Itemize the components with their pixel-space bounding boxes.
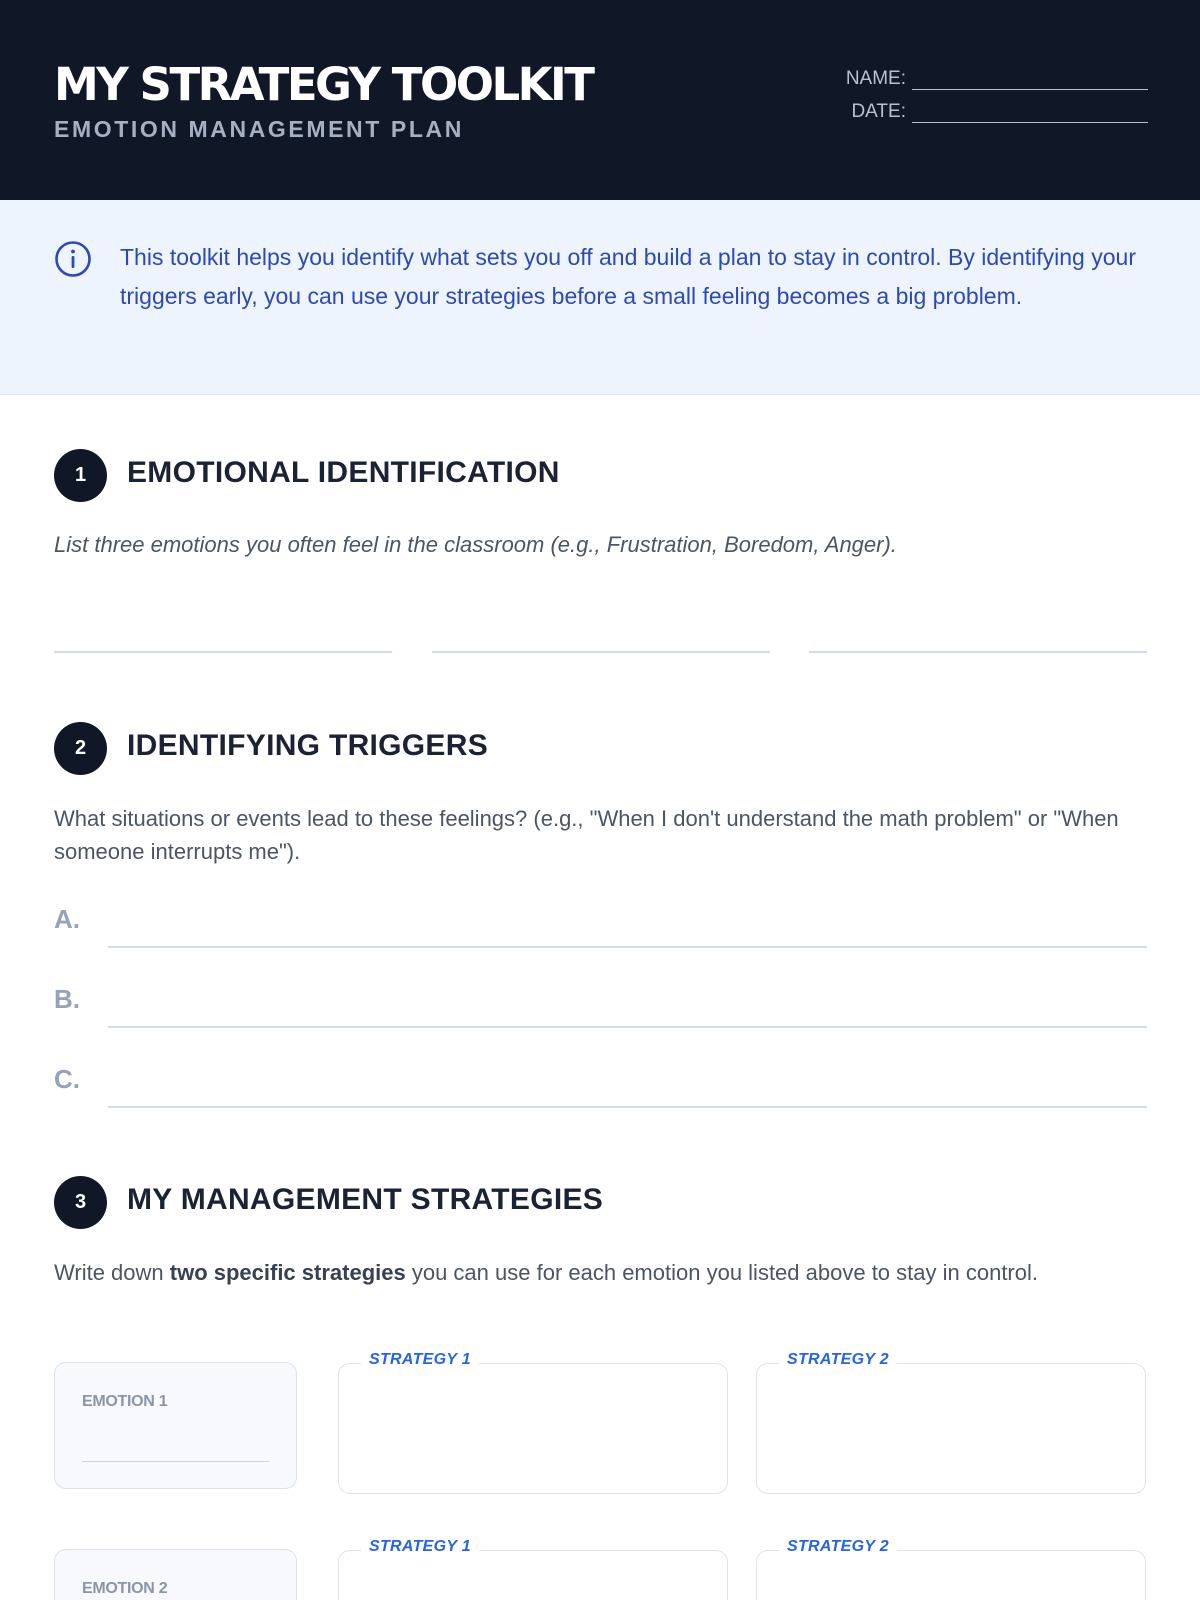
emotion-card-label: EMOTION 2 <box>82 1580 168 1597</box>
strategy-label: STRATEGY 1 <box>361 1351 479 1369</box>
section-2-instruction: What situations or events lead to these feelings? (e.g., "When I don't understand the math problem" or "When someone interrupts me"). <box>54 806 1119 864</box>
section-1-instruction: List three emotions you often feel in the classroom (e.g., Frustration, Boredom, Anger). <box>54 532 897 557</box>
emotion-card-input[interactable] <box>82 1461 269 1462</box>
trigger-row-a[interactable] <box>54 904 1147 948</box>
section-2-title: IDENTIFYING TRIGGERS <box>127 729 489 762</box>
trigger-input-c[interactable] <box>108 1106 1147 1108</box>
emotion-input-1[interactable] <box>54 651 392 653</box>
strategy-box-2-1[interactable] <box>338 1538 728 1600</box>
trigger-letter-a: A. <box>54 904 80 934</box>
date-label: DATE: <box>851 101 906 122</box>
section-3-number-badge: 3 <box>54 1176 107 1229</box>
emotion-input-3[interactable] <box>809 651 1147 653</box>
page-subtitle: EMOTION MANAGEMENT PLAN <box>54 116 464 142</box>
name-field[interactable] <box>846 68 1148 90</box>
trigger-letter-c: C. <box>54 1064 80 1094</box>
date-field[interactable] <box>851 101 1148 123</box>
instruction-text: Write down <box>54 1260 170 1285</box>
date-line[interactable] <box>912 101 1148 123</box>
emotion-card-2[interactable] <box>54 1549 297 1600</box>
instruction-text: you can use for each emotion you listed above to stay in control. <box>405 1260 1038 1285</box>
trigger-row-c[interactable] <box>54 1064 1147 1108</box>
section-1-title: EMOTIONAL IDENTIFICATION <box>127 456 560 489</box>
trigger-row-b[interactable] <box>54 984 1147 1028</box>
strategy-box-1-2[interactable] <box>756 1351 1146 1494</box>
info-text: This toolkit helps you identify what sets you off and build a plan to stay in control. By identifying your triggers early, you can use your strategies before a small feeling becomes a big problem. <box>120 244 1136 309</box>
emotion-card-1[interactable] <box>54 1362 297 1489</box>
trigger-input-b[interactable] <box>108 1026 1147 1028</box>
instruction-emphasis: two specific strategies <box>169 1260 406 1285</box>
trigger-letter-b: B. <box>54 984 80 1014</box>
trigger-input-a[interactable] <box>108 946 1147 948</box>
section-1-number-badge: 1 <box>54 449 107 502</box>
strategy-label: STRATEGY 2 <box>779 1538 897 1556</box>
section-2-number-badge: 2 <box>54 722 107 775</box>
section-3-title: MY MANAGEMENT STRATEGIES <box>127 1183 604 1216</box>
emotion-input-2[interactable] <box>432 651 770 653</box>
strategy-label: STRATEGY 1 <box>361 1538 479 1556</box>
header-banner <box>0 0 1200 200</box>
section-3-instruction <box>54 1256 1154 1289</box>
name-label: NAME: <box>845 68 906 89</box>
emotion-card-label: EMOTION 1 <box>82 1393 168 1410</box>
info-icon <box>54 240 92 278</box>
name-line[interactable] <box>912 68 1148 90</box>
strategy-label: STRATEGY 2 <box>779 1351 897 1369</box>
strategy-box-2-2[interactable] <box>756 1538 1146 1600</box>
page-title: MY STRATEGY TOOLKIT <box>54 58 593 111</box>
strategy-box-1-1[interactable] <box>338 1351 728 1494</box>
